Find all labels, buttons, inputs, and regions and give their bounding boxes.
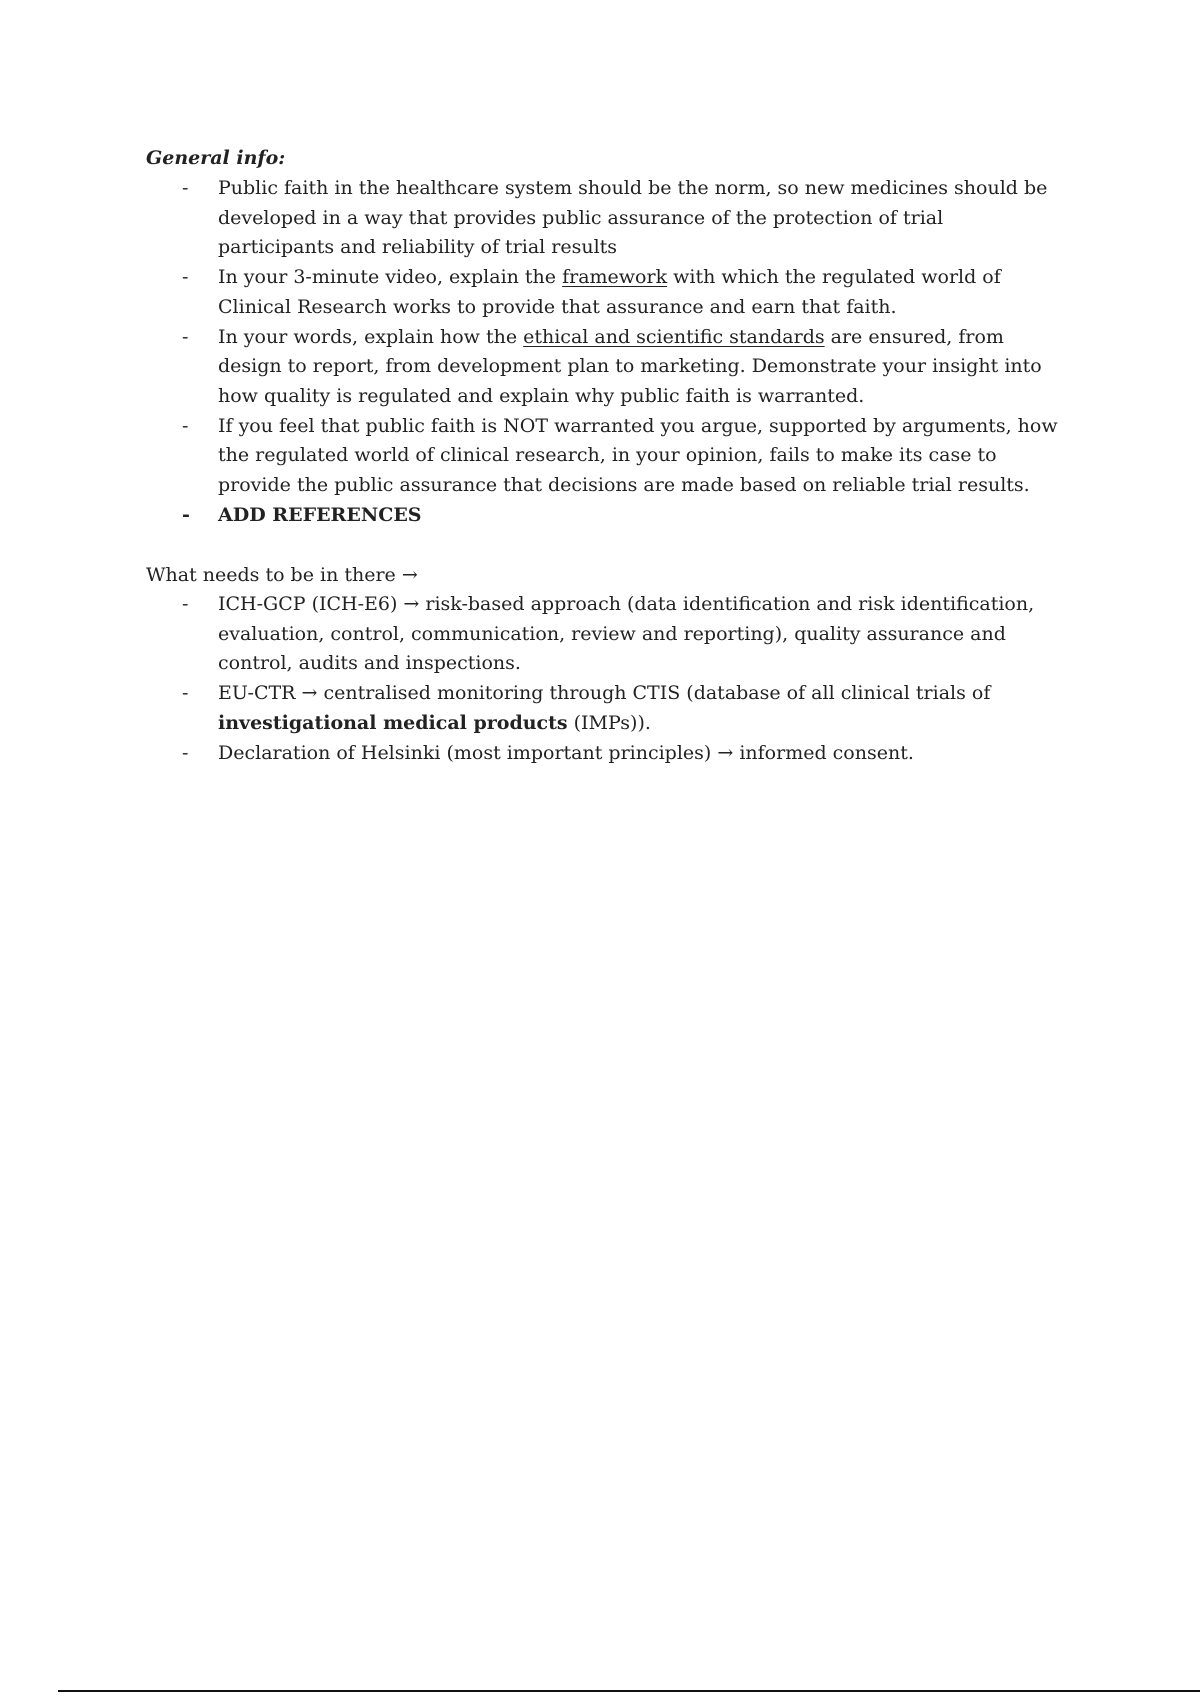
list-item — [180, 174, 1060, 263]
text-run: In your 3-minute video, explain the — [218, 266, 563, 289]
text-run: Declaration of Helsinki (most important principles) → informed consent. — [218, 741, 914, 764]
list-item — [180, 679, 1060, 738]
bullet-text — [218, 412, 1060, 501]
bullet-dash: - — [182, 414, 189, 437]
general-info-heading: General info: — [146, 147, 286, 169]
list-item — [180, 412, 1060, 501]
bullet-dash: - — [182, 593, 189, 615]
bullet-dash: - — [182, 325, 189, 348]
text-run: In your words, explain how the — [218, 325, 524, 348]
bullet-dash: - — [182, 682, 189, 705]
text-run: are ensured, from design to report, from development plan to marketing. Demonstrate your insight into how quality is regulated and explain why public faith is warranted. — [218, 325, 1042, 407]
bullet-text — [218, 501, 1060, 531]
bullet-text — [218, 739, 1060, 769]
bullet-text — [218, 679, 1060, 738]
bullet-text — [218, 263, 1060, 322]
add-references-label: ADD REFERENCES — [218, 503, 422, 526]
general-info-list — [180, 174, 1060, 530]
bullet-text — [218, 590, 1060, 679]
requirements-list — [180, 590, 1060, 768]
bullet-dash: - — [182, 503, 190, 526]
bullet-dash: - — [182, 741, 189, 764]
bullet-text — [218, 323, 1060, 412]
bullet-text — [218, 174, 1060, 263]
footer-rule — [58, 1690, 1200, 1692]
list-item — [180, 323, 1060, 412]
bullet-dash: - — [182, 266, 189, 289]
text-run: EU-CTR → centralised monitoring through CTIS (database of all clinical trials of — [218, 682, 991, 705]
underlined-term: framework — [562, 266, 668, 289]
list-item — [180, 739, 1060, 769]
bold-term: investigational medical products — [218, 711, 568, 734]
bullet-dash: - — [182, 177, 189, 199]
text-run: ICH-GCP (ICH-E6) → risk-based approach (data identification and risk identification, evaluation, control, communication, review and reporting), quality assurance and control, audits and inspections. — [218, 593, 1035, 675]
text-run: Public faith in the healthcare system should be the norm, so new medicines should be developed in a way that provides public assurance of the protection of trial participants and reliability of trial results — [218, 177, 1048, 259]
list-item — [180, 590, 1060, 679]
requirements-heading: What needs to be in there → — [146, 564, 418, 586]
text-run: (IMPs)). — [567, 711, 651, 734]
list-item — [180, 501, 1060, 531]
underlined-term: ethical and scientific standards — [523, 325, 825, 348]
text-run: If you feel that public faith is NOT warranted you argue, supported by arguments, how the regulated world of clinical research, in your opinion, fails to make its case to provide the public assurance that decisions are made based on reliable trial results. — [218, 414, 1058, 497]
text-run: with which the regulated world of Clinical Research works to provide that assurance and earn that faith. — [218, 266, 1001, 318]
list-item — [180, 263, 1060, 322]
